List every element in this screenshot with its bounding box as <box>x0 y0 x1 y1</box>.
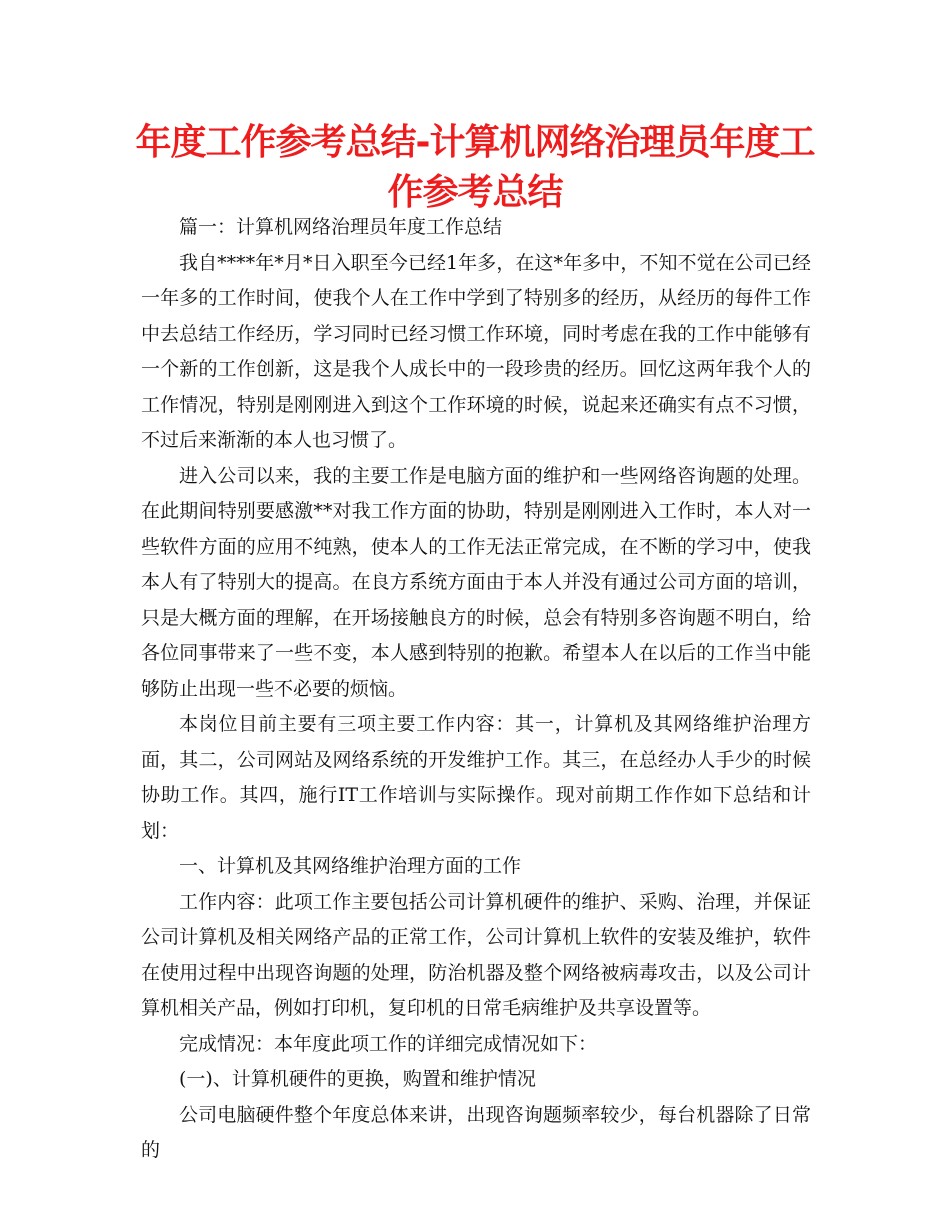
section-heading-network-maintenance: 一、计算机及其网络维护治理方面的工作 <box>179 855 522 877</box>
paragraph-work-content: 工作内容：此项工作主要包括公司计算机硬件的维护、采购、治理，并保证公司计算机及相关网络产品的正常工作，公司计算机上软件的安装及维护，软件在使用过程中出现咨询题的处理，防治机器及整个网络被病毒攻击，以及公司计算机相关产品，例如打印机，复印机的日常毛病维护及共享设置等。 <box>141 890 811 1019</box>
section-heading-part-one: 篇一：计算机网络治理员年度工作总结 <box>179 216 503 238</box>
paragraph-hardware-summary: 公司电脑硬件整个年度总体来讲，出现咨询题频率较少，每台机器除了日常的 <box>141 1103 811 1161</box>
paragraph-intro: 我自****年*月*日入职至今已经1年多，在这*年多中，不知不觉在公司已经一年多的工作时间，使我个人在工作中学到了特别多的经历，从经历的每件工作中去总结工作经历，学习同时已经习惯工作环境，同时考虑在我的工作中能够有一个新的工作创新，这是我个人成长中的一段珍贵的经历。回忆这两年我个人的工作情况，特别是刚刚进入到这个工作环境的时候，说起来还确实有点不习惯，不过后来渐渐的本人也习惯了。 <box>141 251 811 451</box>
document-body <box>141 210 811 1169</box>
paragraph-main-work: 进入公司以来，我的主要工作是电脑方面的维护和一些网络咨询题的处理。在此期间特别要感激**对我工作方面的协助，特别是刚刚进入工作时，本人对一些软件方面的应用不纯熟，使本人的工作无法正常完成，在不断的学习中，使我本人有了特别大的提高。在良方系统方面由于本人并没有通过公司方面的培训，只是大概方面的理解，在开场接触良方的时候，总会有特别多咨询题不明白，给各位同事带来了一些不变，本人感到特别的抱歉。希望本人在以后的工作当中能够防止出现一些不必要的烦恼。 <box>141 464 811 700</box>
document-title: 年度工作参考总结-计算机网络治理员年度工作参考总结 <box>135 122 815 213</box>
paragraph-job-duties: 本岗位目前主要有三项主要工作内容：其一，计算机及其网络维护治理方面，其二，公司网站及网络系统的开发维护工作。其三，在总经办人手少的时候协助工作。其四，施行IT工作培训与实际操作。现对前期工作作如下总结和计划： <box>141 713 811 842</box>
subsection-heading-hardware: (一)、计算机硬件的更换，购置和维护情况 <box>179 1068 536 1090</box>
paragraph-completion-status: 完成情况：本年度此项工作的详细完成情况如下： <box>179 1032 598 1055</box>
